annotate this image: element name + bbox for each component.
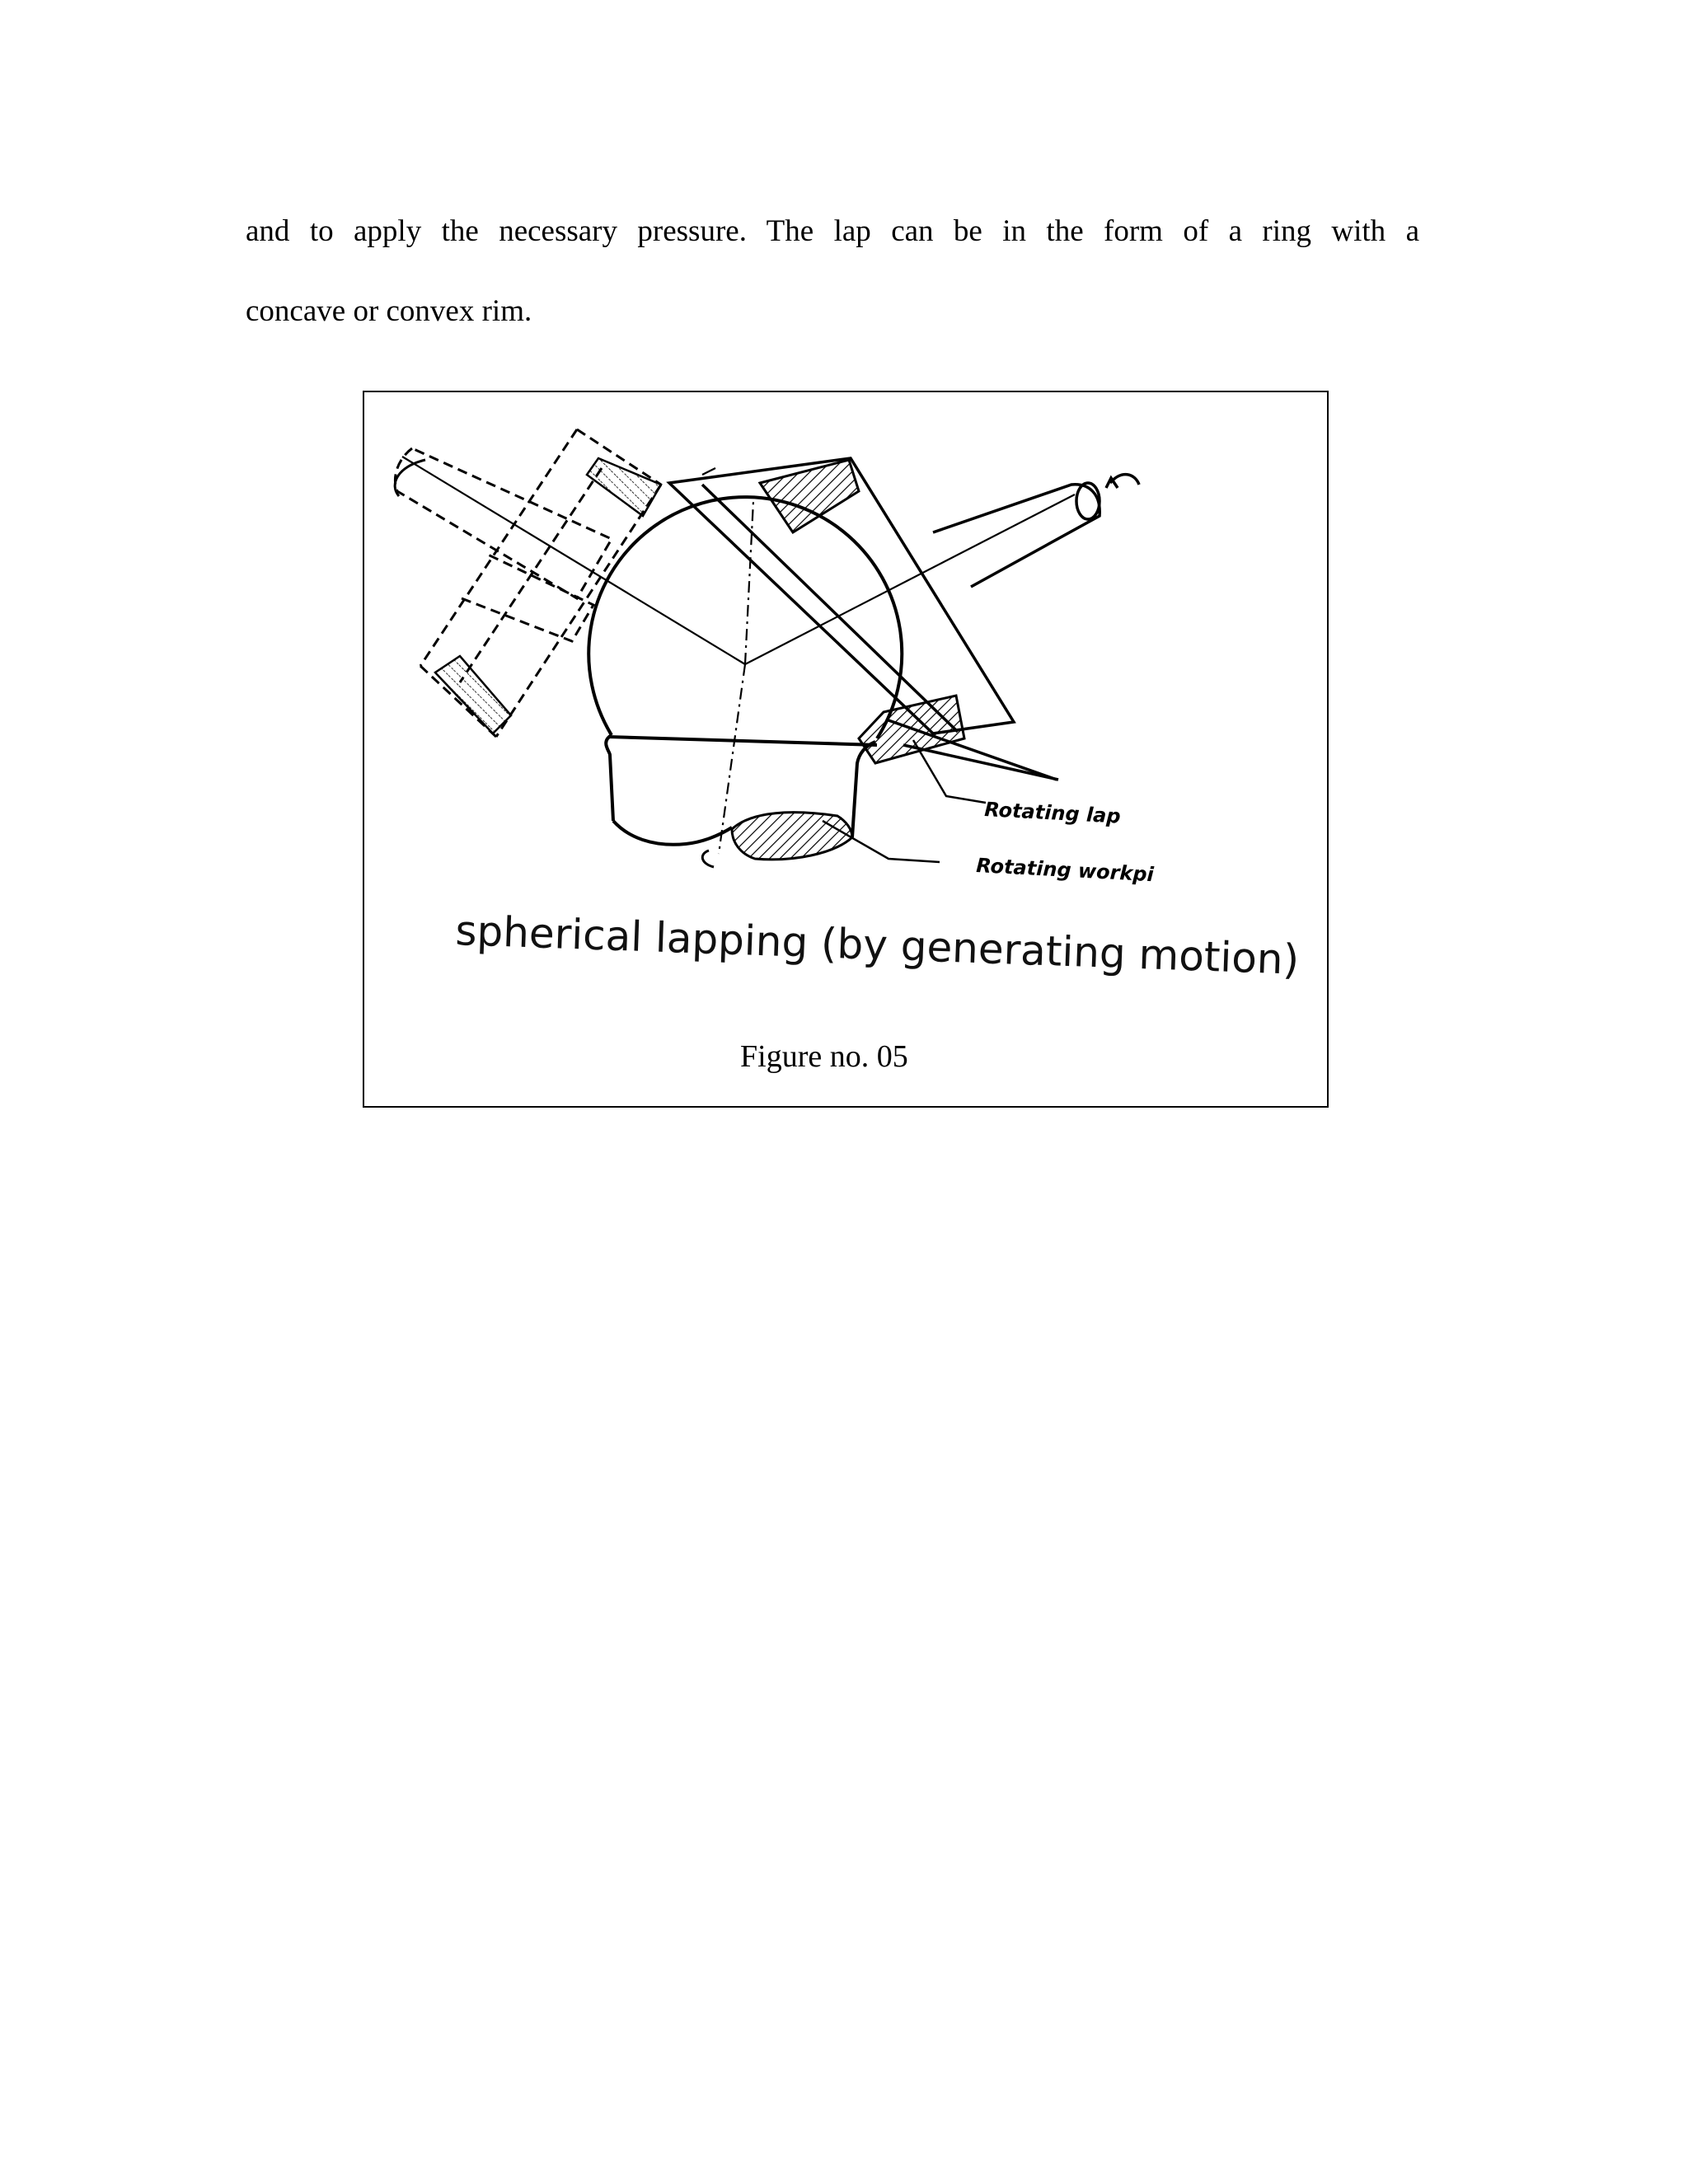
paragraph-line-1: and to apply the necessary pressure. The lap can be in the form of a ring with a [246, 214, 1419, 248]
figure-title: spherical lapping (by generating motion) [454, 907, 1301, 984]
paragraph-line-2: concave or convex rim. [246, 294, 532, 328]
figure-frame [363, 391, 1329, 1108]
workpiece-section [732, 813, 852, 860]
spherical-workpiece [588, 497, 902, 845]
figure-caption: Figure no. 05 [740, 1039, 908, 1074]
dashed-lap-ring-sections [435, 458, 661, 733]
rotating-lap-label: Rotating lap [983, 798, 1122, 828]
rotating-workpiece-label: Rotating workpi [975, 854, 1155, 887]
spherical-lapping-diagram [364, 392, 1327, 1106]
body-paragraph [246, 191, 1419, 351]
